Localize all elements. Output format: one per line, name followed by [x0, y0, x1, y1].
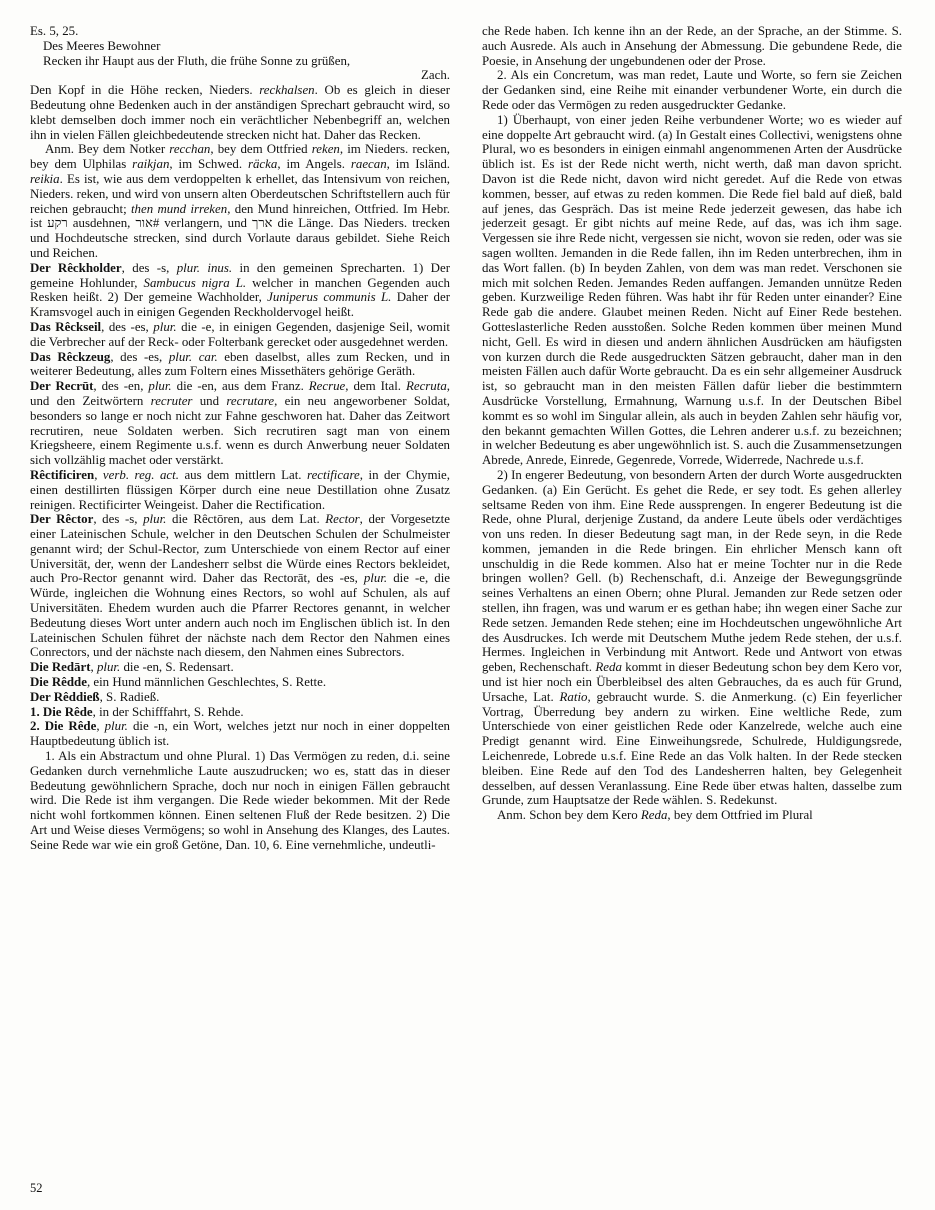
text-run: , bey dem Ottfried [210, 142, 312, 157]
text-run: aus dem mittlern Lat. [178, 467, 308, 482]
text-run: Anm. Schon bey dem Kero [497, 808, 641, 823]
text-run: die -e, die Würde, ingleichen die Wohnung eines Rectors, so wohl auf Schulen, als auf Universitäten. Ehedem wurden auch die Pfarrer Rectores genannt, in welcher Bedeutung dieses Wort unter andern auch noch im Englischen üblich ist. In den Lateinischen Schulen führet der nächste nach dem Rector den Nahmen eines Conrectors, und der nächste nach diesem, den Nahmen eines Subrectors. [30, 571, 450, 660]
text-run: reken [311, 142, 340, 157]
text-run: Ratio [559, 689, 588, 704]
text-run: che Rede haben. Ich kenne ihn an der Rede, an der Sprache, an der Stimme. S. auch Ausrede. Als auch in Ansehung der Abmessung. Die gebundene Rede, die Poesie, in Ansehung der ungebundenen oder der Prose. [482, 24, 902, 68]
paragraph [30, 749, 450, 853]
text-run: die -en, S. Redensart. [120, 660, 234, 675]
headword: Die Redārt [30, 660, 91, 675]
text-run: , in der Schifffahrt, S. Rehde. [92, 704, 244, 719]
headword: Der Recrūt [30, 379, 94, 394]
paragraph [30, 142, 450, 260]
text-run: , im Nieders. recken, bey dem Ulphilas [30, 142, 450, 172]
text-run: , in der Chymie, einen destillirten flüssigen Körper durch eine neue Destillation ohne Zusatz reinigen. Rectificirter Weingeist. Daher die Rectification. [30, 467, 451, 512]
text-run: reikia [30, 171, 60, 186]
paragraph [30, 54, 450, 69]
paragraph [30, 468, 450, 512]
text-run: Recruta [405, 379, 447, 394]
text-run: plur. [143, 512, 167, 527]
paragraph [30, 350, 450, 380]
text-run: , des -s, [121, 260, 177, 275]
text-run: die -n, ein Wort, welches jetzt nur noch in einer doppelten Hauptbedeutung üblich ist. [30, 719, 450, 749]
text-run: Reda [640, 808, 668, 823]
text-run: 2) In engerer Bedeutung, von besondern Arten der durch Worte ausgedruckten Gedanken. (a) Ein Gerücht. Es gehet die Rede, er sey todt. Es gehen allerley seltsame Reden von ihm. Eine Rede aussprengen. In engerer Bedeutung ist die Rede, ohne Plural, derjenige Zustand, da andere Leute übels oder verdächtiges von uns reden. In dieser Bedeutung sagt man, in der Rede seyn, in die Rede kommen, jemanden in die Rede bringen. Ein ehrlicher Mensch kann oft unschuldig in die Rede kommen. Also hat er meine Tochter nur in die Rede bringen wollen? Gell. (b) Rechenschaft, d.i. Anzeige der Bewegungsgründe seines Verhaltens an einen Obern; ohne Plural. Jemanden zur Rede setzen oder stellen, ihn fragen, was und warum er es gethan habe; ihn wegen einer Sache zur Rede setzen. Jemanden Rede stehen; eine im Hochdeutschen ungewöhnliche Art des Ausdruckes. Ich werde mit Deutschem Muthe jedem Rede stehen, der u.s.f. Hermes. Ingleichen in Verbindung mit Antwort. Rede und Antwort von etwas geben, Rechenschaft. [482, 467, 902, 675]
left-column [30, 24, 450, 853]
text-run: recrutare [226, 393, 275, 408]
text-run: Rector [325, 512, 360, 527]
text-run: Recken ihr Haupt aus der Fluth, die frühe Sonne zu grüßen, [43, 53, 351, 68]
text-run: , [96, 719, 105, 734]
paragraph [30, 719, 450, 749]
text-run: welcher in manchen Gegenden auch Resken heißt. 2) Der gemeine Wachholder, [30, 275, 450, 305]
text-run: , des -es, [101, 319, 154, 334]
text-run: , und den Zeitwörtern [30, 379, 451, 408]
text-run: plur. [153, 319, 177, 334]
text-run: kommt in dieser Bedeutung schon bey dem Kero vor, und ist hier noch ein Überbleibsel des alten Gebrauches, da es auch für Grund, Ursache, Lat. [482, 660, 902, 704]
text-run: plur. [363, 571, 388, 586]
text-run: , den Mund hinreichen, Ottfried. Im Hebr. ist רקע ausdehnen, אור# verlangern, und ארך die Länge. Das Nieders. trecken und Hochdeutsche strecken, sind durch Vorlaute daraus gebildet. Siehe Reich und Reichen. [30, 201, 451, 260]
two-column-layout [30, 24, 902, 853]
headword: 1. Die Rêde [30, 704, 93, 719]
text-run: , des -es, [110, 349, 169, 364]
text-run: Anm. Bey dem Notker [45, 142, 170, 157]
paragraph [30, 660, 450, 675]
paragraph [30, 675, 450, 690]
text-run: , im Isländ. [386, 157, 451, 172]
text-run: recruter [150, 393, 193, 408]
text-run: plur. car. [168, 349, 218, 364]
headword: 2. Die Rêde [30, 719, 97, 734]
text-run: 1. Als ein Abstractum und ohne Plural. 1) Das Vermögen zu reden, d.i. seine Gedanken durch vernehmliche Laute auszudrucken; wo es, statt das in dieser Bedeutung gewöhnlichern Sprache, doch nur noch in einigen Fällen gebraucht wird. Die Rede ist ihm vergangen. Die Rede wieder bekommen. Mit der Rede nicht wohl fortkommen können. Einen seltenen Fluß der Rede besitzen. 2) Die Art und Weise dieses Vermögens; so wohl in Ansehung des Klanges, des Lautes. Seine Rede war wie ein groß Getöne, Dan. 10, 6. Eine vernehmliche, undeutli- [30, 749, 450, 852]
text-run: , des -s, [93, 512, 144, 527]
text-run: Reda [595, 660, 622, 675]
text-run: in den gemeinen Sprecharten. 1) Der gemeine Hohlunder, [30, 260, 450, 290]
headword: Die Rêdde [30, 675, 87, 690]
paragraph [482, 113, 902, 468]
paragraph [30, 320, 450, 350]
text-run: , der Vorgesetzte einer Lateinischen Schule, welcher in den Deutschen Schulen der Schulmeister genannt wird; der Schul-Rector, zum Unterschiede von einem Rector auf einer Universität, der, wenn der Landesherr selbst die Würde eines Rectors bekleidet, auch Pro-Rector genannt wird. Daher das Rectorāt, des -es, [30, 512, 450, 586]
paragraph [30, 690, 450, 705]
text-run: reckhalsen [259, 83, 315, 98]
headword: Das Rêckzeug [30, 349, 111, 364]
text-run: , ein neu angeworbener Soldat, besonders so lange er noch nicht zur Fahne geschworen hat. Daher das Zeitwort recrutiren, neue Soldaten werben. Sich recrutiren sagt man von einem Kriegsheere, einem Regimente u.s.f. wenn es durch Anwerbung neuer Soldaten sich vollzählig machet oder verstärkt. [30, 393, 451, 468]
text-run: , [90, 660, 97, 675]
headword: Der Rêddieß [30, 689, 100, 704]
text-run: Des Meeres Bewohner [43, 38, 161, 53]
text-run: then mund irreken [130, 201, 228, 216]
text-run: , [94, 467, 103, 482]
right-column [482, 24, 902, 853]
headword: Der Rêctor [30, 512, 94, 527]
text-run: , bey dem Ottfried im Plural [667, 808, 813, 823]
paragraph [30, 512, 450, 660]
text-run: rectificare [307, 467, 360, 482]
text-run: Juniperus communis L. [267, 290, 392, 305]
text-run: . Es ist, wie aus dem verdoppelten k erhellet, das Intensivum von reichen, Nieders. reken, und wird von unsern alten Oberdeutschen Schriftstellern auch für reichen gebraucht; [30, 171, 450, 216]
text-run: plur. [96, 660, 121, 675]
text-run: räcka [247, 157, 278, 172]
text-run: verb. reg. act. [102, 467, 179, 482]
text-run: raikjan [132, 157, 170, 172]
paragraph [30, 705, 450, 720]
text-run: die -e, in einigen Gegenden, dasjenige Seil, womit die Verbrecher auf der Reck- oder Folterbank gerecket oder ausgedehnet werden. [30, 319, 450, 349]
headword: Rêctificiren [30, 467, 95, 482]
paragraph [30, 24, 450, 39]
text-run: Daher der Kramsvogel auch in einigen Gegenden Reckholdervogel heißt. [30, 290, 450, 320]
text-run: Sambucus nigra L. [143, 275, 247, 290]
text-run: Es. 5, 25. [30, 24, 79, 38]
headword: Der Rêckholder [30, 260, 122, 275]
text-run: recchan [169, 142, 211, 157]
paragraph [482, 68, 902, 112]
text-run: , dem Ital. [345, 379, 406, 394]
paragraph [30, 39, 450, 54]
text-run: plur. [104, 719, 128, 734]
text-run: , ein Hund männlichen Geschlechtes, S. Rette. [86, 675, 327, 690]
paragraph [482, 468, 902, 808]
text-run: eben daselbst, alles zum Recken, und in weiterer Bedeutung, alles zum Foltern eines Missethäters gehörige Geräth. [30, 349, 450, 379]
text-run: . Ob es gleich in dieser Bedeutung ohne Bedenken auch in der anständigen Sprechart gebraucht wird, so klebt demselben doch immer noch ein verächtlicher Nebenbegriff an, welchen ihn in vielen Fällen gleichbedeutende strecken nicht hat. Daher das Recken. [30, 83, 450, 142]
text-run: plur. [148, 379, 172, 394]
paragraph [30, 83, 450, 142]
text-run: , im Schwed. [169, 157, 248, 172]
text-run: und [192, 393, 227, 408]
paragraph [482, 808, 902, 823]
text-run: 2. Als ein Concretum, was man redet, Laute und Worte, so fern sie Zeichen der Gedanken sind, eine Reihe mit einander verbundener Worte, ein durch die Rede oder das Vermögen zu reden ausgedruckter Gedanke. [482, 68, 902, 112]
text-run: die Rêctōren, aus dem Lat. [166, 512, 326, 527]
text-run: , des -en, [93, 379, 149, 394]
text-run: raecan [350, 157, 387, 172]
text-run: Zach. [421, 68, 450, 83]
text-run: 1) Überhaupt, von einer jeden Reihe verbundener Worte; wo es wieder auf eine doppelte Art gebraucht wird. (a) In Gestalt eines Collectivi, wenigstens ohne Plural, wo es besonders in einigen einmahl angenommenen Arten der Ausdrücke üblich ist. Es ist der Rede nicht werth, nicht werth, daß man davon spricht. Davon ist die Rede nicht, davon wird nicht geredet. Auf die Rede von etwas kommen, besser, auf etwas zu reden kommen. Die Rede fiel bald auf dieß, bald auf jenes, das Gespräch. Das ist meine Rede jederzeit gewesen, das habe ich jederzeit gesagt. Er gibt nichts auf meine Rede, auf das, was ich ihm sage. Vergessen sie ihre Rede nicht, vergessen sie nicht, wovon sie reden, oder was sie sagen wollten. Jemanden in die Rede fallen, ihn im Reden unterbrechen, ihm in das Wort fallen. (b) In beyden Zahlen, von dem was man redet. Verschonen sie mich mit solchen Reden. Jemandes Reden auffangen. Jemanden unnütze Reden geben. Kurzweilige Reden führen. Was habt ihr für Reden unter einander? Eine Rede gab die andere. Glaubet meinen Reden. Nicht auf Einer Rede bestehen. Gotteslasterliche Reden ausstoßen. Solche Reden kommen über meinen Mund nicht, Gell. Es wird in diesen und andern ähnlichen Ausdrücken am häufigsten von kurzen durch die Rede ausgedruckten Sätzen gebraucht, daher man in den meisten Fällen auch dafür Worte gebraucht. Da es ein sehr allgemeiner Ausdruck ist, so gebraucht man in den meisten Fällen dafür lieber die bestimmtern Ausdrücke Vorstellung, Ermahnung, Warnung u.s.f. In der Deutschen Bibel kommt es so wohl im Singular allein, als auch in beyden Zahlen sehr häufig vor, den bekannt gemachten Willen Gottes, die Lehren anderer u.s.f. zu bezeichnen; in welcher Bedeutung es aber ungewöhnlich ist. S. auch die Zusammensetzungen Abrede, Anrede, Einrede, Gegenrede, Vorrede, Widerrede, Nachrede u.s.f. [482, 112, 902, 468]
paragraph [30, 261, 450, 320]
paragraph [30, 379, 450, 468]
paragraph [30, 68, 450, 83]
text-run: , im Angels. [277, 157, 351, 172]
text-run: , S. Radieß. [99, 689, 160, 704]
page-number: 52 [30, 1181, 43, 1195]
text-run: die -en, aus dem Franz. [171, 379, 309, 394]
text-run: , gebraucht wurde. S. die Anmerkung. (c) Ein feyerlicher Vortrag, Überredung bey andern zu wirken. Eine weltliche Rede, zum Unterschiede von einer geistlichen Rede oder Kanzelrede, welche auch eine Predigt genannt wird. Eine Einweihungsrede, Schulrede, Huldigungsrede, Leichenrede, Lobrede u.s.f. Eine Rede an das Volk halten. In der Rede stecken bleiben. Eine Rede auf den Tod des Landesherren halten, bey Gelegenheit desselben, auf dessen Veranlassung. Eine Rede über etwas halten, dasselbe zum Grunde, zum Hauptsatze der Rede wählen. S. Redekunst. [482, 689, 902, 808]
paragraph [482, 24, 902, 68]
headword: Das Rêckseil [30, 319, 102, 334]
text-run: Recrue [308, 379, 346, 394]
text-run: plur. inus. [176, 260, 233, 275]
text-run: Den Kopf in die Höhe recken, Nieders. [30, 83, 260, 98]
